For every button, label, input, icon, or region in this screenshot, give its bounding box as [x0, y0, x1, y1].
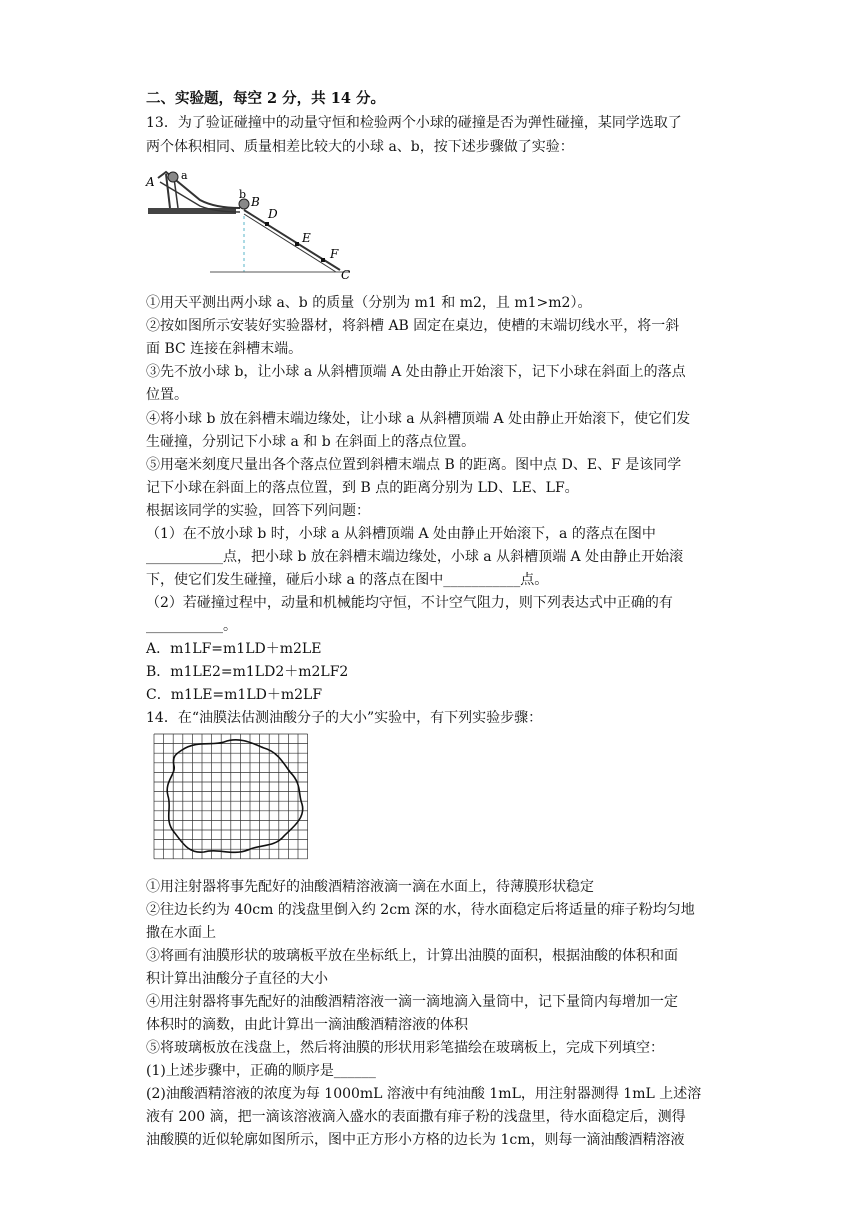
collision-apparatus-figure — [140, 160, 380, 285]
q13-part-1-line-3: 下，使它们发生碰撞，碰后小球 a 的落点在图中___________点。 — [146, 572, 549, 588]
mark-d — [265, 222, 269, 226]
q14-fill-2-line-3: 油酸膜的近似轮廓如图所示，图中正方形小方格的边长为 1cm，则每一滴油酸酒精溶液 — [146, 1132, 685, 1148]
q14-step-4-line-1: ④用注射器将事先配好的油酸酒精溶液一滴一滴地滴入量筒中，记下量筒内每增加一定 — [146, 994, 678, 1010]
q14-step-1: ①用注射器将事先配好的油酸酒精溶液滴一滴在水面上，待薄膜形状稳定 — [146, 879, 594, 895]
q14-step-2-line-1: ②往边长约为 40cm 的浅盘里倒入约 2cm 深的水，待水面稳定后将适量的痱子粉均匀地 — [146, 902, 695, 918]
mark-e — [295, 242, 299, 246]
q14-fill-2-line-1: (2)油酸酒精溶液的浓度为每 1000mL 溶液中有纯油酸 1mL，用注射器测得 1mL 上述溶 — [146, 1086, 702, 1102]
q13-part-2-line-2: ___________。 — [146, 618, 237, 634]
q14-step-2-line-2: 撒在水面上 — [146, 925, 216, 941]
q13-part-1-line-1: （1）在不放小球 b 时，小球 a 从斜槽顶端 A 处由静止开始滚下，a 的落点在图中 — [146, 526, 656, 542]
label-b: b — [239, 188, 247, 201]
q14-fill-1: (1)上述步骤中，正确的顺序是______ — [146, 1063, 376, 1079]
section-title: 二、实验题，每空 2 分，共 14 分。 — [146, 90, 385, 107]
q14-step-3-line-1: ③将画有油膜形状的玻璃板平放在坐标纸上，计算出油膜的面积，根据油酸的体积和面 — [146, 948, 678, 964]
label-E: E — [302, 231, 311, 245]
q13-option-b: B．m1LE2=m1LD2＋m2LF2 — [146, 664, 349, 680]
q14-fill-2-line-2: 液有 200 滴，把一滴该溶液滴入盛水的表面撒有痱子粉的浅盘里，待水面稳定后，测得 — [146, 1109, 686, 1125]
label-B: B — [251, 195, 260, 209]
q13-step-2-line-2: 面 BC 连接在斜槽末端。 — [146, 341, 303, 357]
label-A: A — [146, 175, 155, 189]
q14-step-3-line-2: 积计算出油酸分子直径的大小 — [146, 971, 328, 987]
label-a: a — [181, 169, 188, 182]
incline-bc-lower — [244, 214, 336, 272]
q14-step-5: ⑤将玻璃板放在浅盘上，然后将油膜的形状用彩笔描绘在玻璃板上，完成下列填空： — [146, 1040, 664, 1056]
q13-step-4-line-2: 生碰撞，分别记下小球 a 和 b 在斜面上的落点位置。 — [146, 434, 476, 450]
q14-intro: 14．在“油膜法估测油酸分子的大小”实验中，有下列实验步骤： — [146, 710, 543, 726]
incline-bc — [244, 210, 340, 270]
q13-step-3-line-2: 位置。 — [146, 387, 188, 403]
q13-step-2-line-1: ②按如图所示安装好实验器材，将斜槽 AB 固定在桌边，使槽的末端切线水平，将一斜 — [146, 318, 680, 334]
label-F: F — [330, 247, 339, 261]
q13-step-5-line-2: 记下小球在斜面上的落点位置，到 B 点的距离分别为 LD、LE、LF。 — [146, 480, 579, 496]
q14-step-4-line-2: 体积时的滴数，由此计算出一滴油酸酒精溶液的体积 — [146, 1017, 468, 1033]
q13-option-c: C．m1LE=m1LD＋m2LF — [146, 687, 323, 703]
q13-intro-line-2: 两个体积相同、质量相差比较大的小球 a、b，按下述步骤做了实验： — [146, 139, 574, 155]
q13-prompt: 根据该同学的实验，回答下列问题： — [146, 503, 370, 519]
label-C: C — [341, 268, 351, 282]
q13-step-3-line-1: ③先不放小球 b，让小球 a 从斜槽顶端 A 处由静止开始滚下，记下小球在斜面上的落点 — [146, 364, 686, 380]
q13-step-4-line-1: ④将小球 b 放在斜槽末端边缘处，让小球 a 从斜槽顶端 A 处由静止开始滚下，使它们发 — [146, 411, 691, 427]
ball-a — [168, 172, 178, 182]
q13-part-1-line-2: ___________点，把小球 b 放在斜槽末端边缘处，小球 a 从斜槽顶端 A 处由静止开始滚 — [146, 549, 684, 565]
q13-option-a: A．m1LF=m1LD＋m2LE — [146, 641, 322, 657]
q13-intro-line-1: 13．为了验证碰撞中的动量守恒和检验两个小球的碰撞是否为弹性碰撞，某同学选取了 — [146, 115, 682, 131]
mark-f — [321, 258, 325, 262]
q13-step-1: ①用天平测出两小球 a、b 的质量（分别为 m1 和 m2，且 m1>m2）。 — [146, 295, 592, 311]
q13-part-2-line-1: （2）若碰撞过程中，动量和机械能均守恒，不计空气阻力，则下列表达式中正确的有 — [146, 595, 673, 611]
q13-step-5-line-1: ⑤用毫米刻度尺量出各个落点位置到斜槽末端点 B 的距离。图中点 D、E、F 是该同学 — [146, 457, 682, 473]
oil-film-grid-figure — [152, 732, 308, 862]
label-D: D — [268, 207, 278, 221]
oil-film-outline — [167, 740, 303, 852]
